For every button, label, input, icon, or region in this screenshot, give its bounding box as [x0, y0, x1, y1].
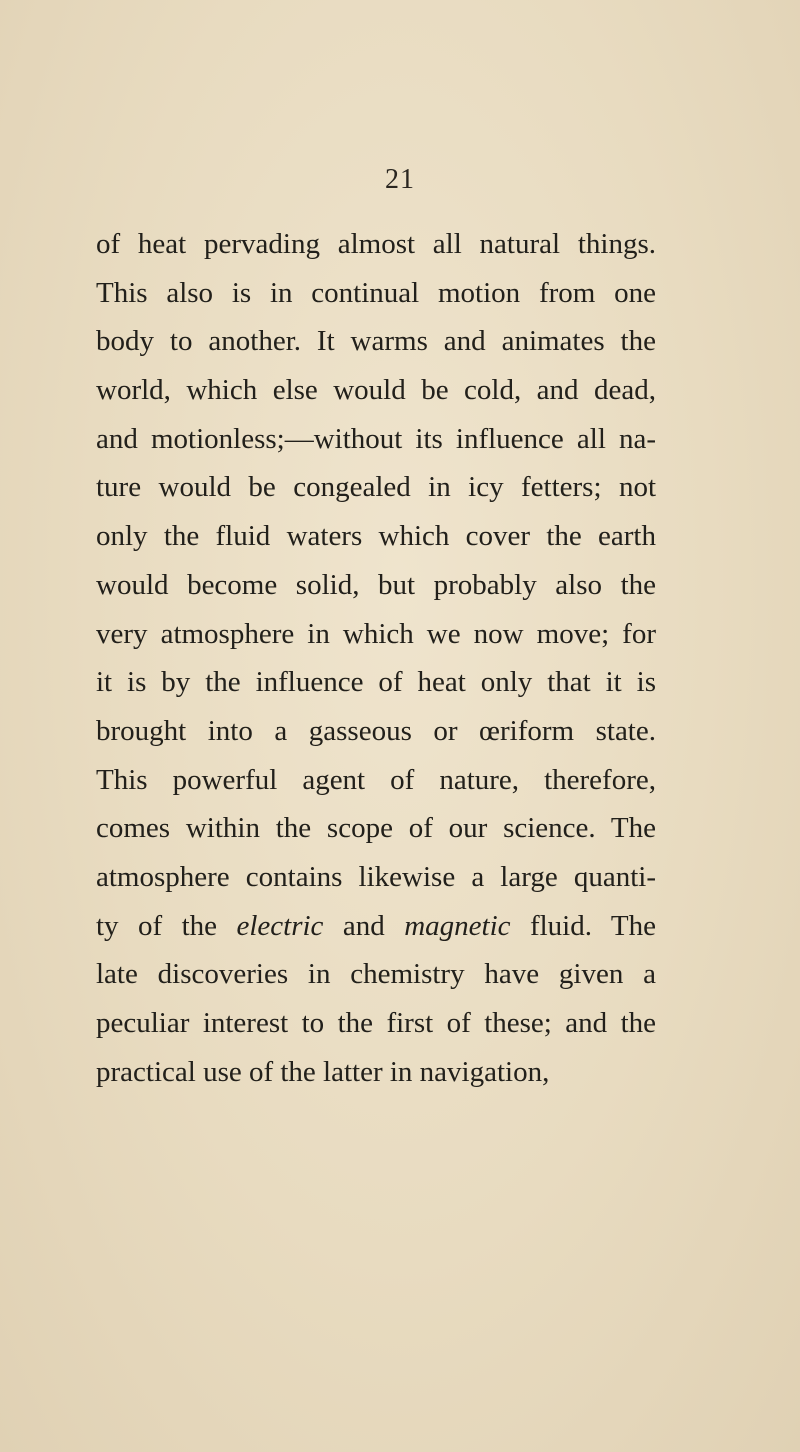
italic-word-magnetic: magnetic	[404, 909, 511, 942]
text-line: would become solid, but probably also the	[96, 568, 656, 601]
text-line: world, which else would be cold, and dead,	[96, 374, 656, 407]
italic-word-electric: electric	[236, 909, 324, 942]
text-line: peculiar interest to the first of these; and the	[96, 1007, 656, 1039]
text-line-with-italics	[96, 902, 656, 951]
text-line: only the fluid waters which cover the earth	[96, 520, 656, 553]
text-fragment: ty of the	[96, 909, 237, 942]
page-number: 21	[385, 164, 415, 195]
text-line: atmosphere contains likewise a large quanti-	[96, 860, 656, 893]
text-line: brought into a gasseous or œriform state.	[96, 714, 656, 747]
text-line: body to another. It warms and animates the	[96, 325, 656, 358]
text-line: This also is in continual motion from one	[96, 276, 656, 309]
text-line: This powerful agent of nature, therefore,	[96, 763, 656, 796]
text-fragment: fluid. The	[510, 909, 656, 942]
text-line: practical use of the latter in navigation,	[96, 1055, 550, 1088]
text-line: and motionless;—without its influence all na-	[96, 422, 656, 455]
text-line: late discoveries in chemistry have given a	[96, 958, 656, 991]
text-line: it is by the influence of heat only that it is	[96, 666, 656, 699]
text-line: very atmosphere in which we now move; for	[96, 617, 656, 650]
text-line: comes within the scope of our science. The	[96, 812, 656, 845]
text-fragment: and	[323, 909, 405, 942]
text-line: ture would be congealed in icy fetters; not	[96, 471, 656, 504]
text-line: of heat pervading almost all natural things.	[96, 228, 656, 260]
body-text	[96, 220, 656, 1096]
